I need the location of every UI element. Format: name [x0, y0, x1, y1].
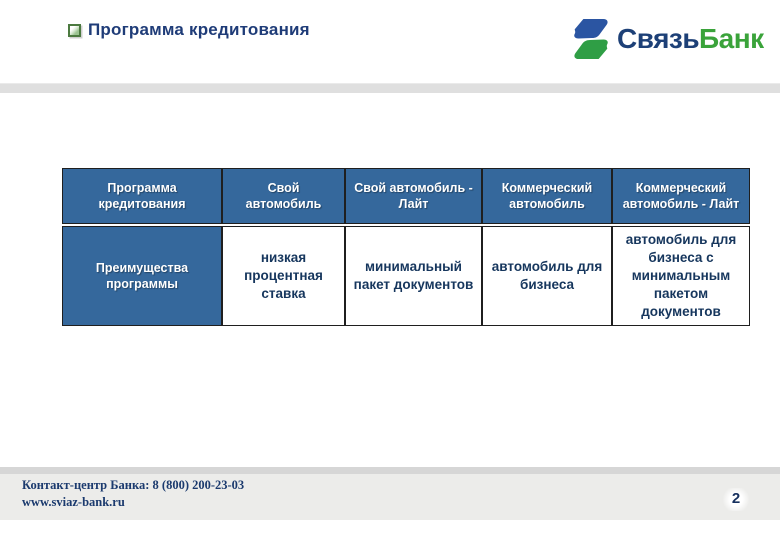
square-bullet-icon	[68, 24, 81, 37]
row-label-advantages: Преимущества программы	[62, 226, 222, 326]
advantage-minimal-documents: минимальный пакет документов	[345, 226, 482, 326]
table-advantages-row	[62, 226, 750, 326]
header-cell-own-car: Свой автомобиль	[222, 168, 345, 224]
contact-center-text: Контакт-центр Банка: 8 (800) 200-23-03	[22, 478, 245, 492]
bank-logo	[570, 16, 764, 62]
page-title: Программа кредитования	[88, 20, 310, 39]
bank-logo-s-icon	[570, 16, 612, 62]
credit-program-table	[62, 168, 750, 326]
header-cell-commercial-car-light: Коммерческий автомобиль - Лайт	[612, 168, 750, 224]
advantage-business-car-minimal-docs: автомобиль для бизнеса с минимальным пакетом документов	[612, 226, 750, 326]
table-header-row	[62, 168, 750, 224]
page-number: 2	[722, 488, 750, 511]
logo-word-bank: Банк	[699, 23, 764, 54]
advantage-business-car: автомобиль для бизнеса	[482, 226, 612, 326]
footer-divider-line	[0, 467, 780, 474]
advantage-low-rate: низкая процентная ставка	[222, 226, 345, 326]
header-cell-program: Программа кредитования	[62, 168, 222, 224]
header-divider-bar	[0, 83, 780, 93]
footer-contact-block	[22, 477, 244, 511]
header-cell-own-car-light: Свой автомобиль - Лайт	[345, 168, 482, 224]
website-link[interactable]: www.sviaz-bank.ru	[22, 494, 125, 509]
bank-logo-text	[617, 16, 764, 62]
logo-word-svyaz: Связь	[617, 23, 700, 54]
header-cell-commercial-car: Коммерческий автомобиль	[482, 168, 612, 224]
slide-header	[68, 20, 310, 40]
